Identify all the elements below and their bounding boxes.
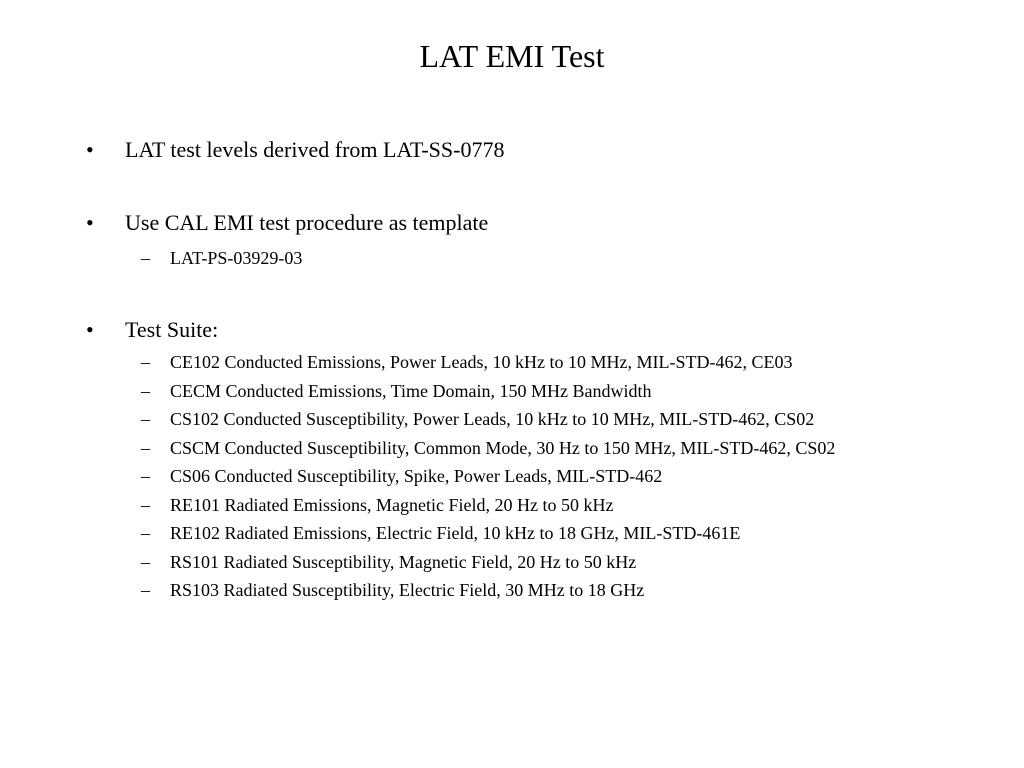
bullet-text: Use CAL EMI test procedure as template bbox=[125, 210, 489, 235]
sub-bullet-text: RE102 Radiated Emissions, Electric Field, 10 kHz to 18 GHz, MIL-STD-461E bbox=[170, 523, 741, 543]
sub-bullet-text: RS101 Radiated Susceptibility, Magnetic Field, 20 Hz to 50 kHz bbox=[170, 552, 637, 572]
bullet-icon: • bbox=[86, 317, 94, 342]
sub-bullet-text: CECM Conducted Emissions, Time Domain, 150 MHz Bandwidth bbox=[170, 381, 652, 401]
dash-icon: – bbox=[141, 580, 150, 600]
sub-bullet-text: CS06 Conducted Susceptibility, Spike, Power Leads, MIL-STD-462 bbox=[170, 466, 663, 486]
sub-bullet-text: CSCM Conducted Susceptibility, Common Mode, 30 Hz to 150 MHz, MIL-STD-462, CS02 bbox=[170, 438, 836, 458]
bullet-text: Test Suite: bbox=[125, 317, 219, 342]
dash-icon: – bbox=[141, 495, 150, 515]
sub-bullet-text: LAT-PS-03929-03 bbox=[170, 248, 303, 268]
sub-bullet-text: RS103 Radiated Susceptibility, Electric Field, 30 MHz to 18 GHz bbox=[170, 580, 645, 600]
sub-bullet-text: RE101 Radiated Emissions, Magnetic Field, 20 Hz to 50 kHz bbox=[170, 495, 614, 515]
sub-bullet-text: CE102 Conducted Emissions, Power Leads, 10 kHz to 10 MHz, MIL-STD-462, CE03 bbox=[170, 352, 793, 372]
dash-icon: – bbox=[141, 438, 150, 458]
bullet-text: LAT test levels derived from LAT-SS-0778 bbox=[125, 137, 505, 162]
dash-icon: – bbox=[141, 248, 150, 268]
dash-icon: – bbox=[141, 552, 150, 572]
dash-icon: – bbox=[141, 466, 150, 486]
dash-icon: – bbox=[141, 381, 150, 401]
slide-title: LAT EMI Test bbox=[419, 38, 605, 74]
bullet-icon: • bbox=[86, 137, 94, 162]
dash-icon: – bbox=[141, 352, 150, 372]
dash-icon: – bbox=[141, 523, 150, 543]
bullet-icon: • bbox=[86, 210, 94, 235]
sub-bullet-text: CS102 Conducted Susceptibility, Power Leads, 10 kHz to 10 MHz, MIL-STD-462, CS02 bbox=[170, 409, 815, 429]
dash-icon: – bbox=[141, 409, 150, 429]
